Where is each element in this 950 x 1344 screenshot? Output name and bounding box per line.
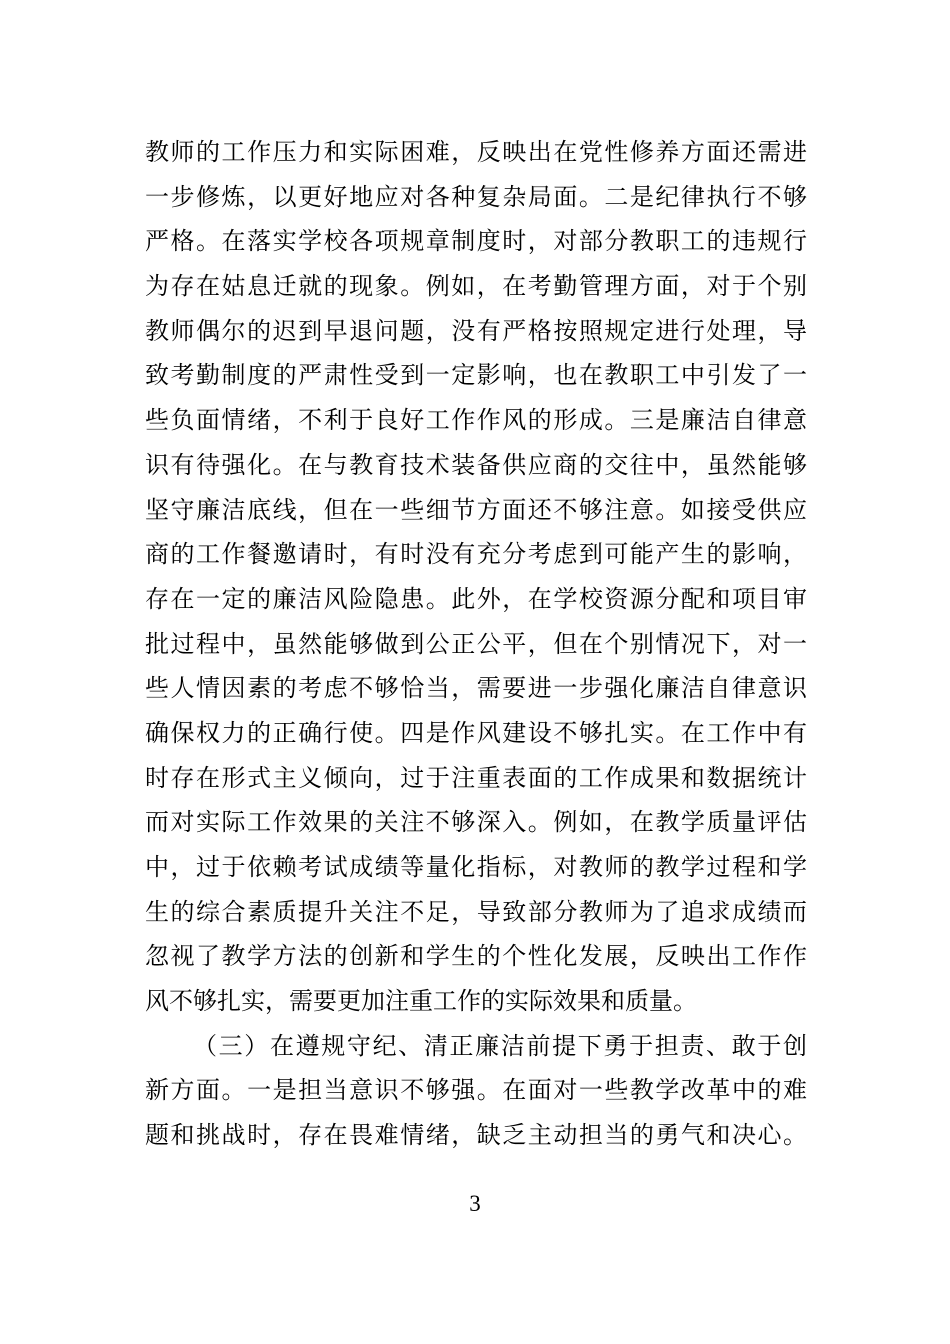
text-line: 些人情因素的考虑不够恰当，需要进一步强化廉洁自律意识	[145, 674, 807, 703]
text-line: 为存在姑息迁就的现象。例如，在考勤管理方面，对于个别	[145, 272, 807, 301]
text-line: 确保权力的正确行使。四是作风建设不够扎实。在工作中有	[145, 718, 807, 747]
text-line: 一步修炼，以更好地应对各种复杂局面。二是纪律执行不够	[145, 182, 807, 211]
text-line: 时存在形式主义倾向，过于注重表面的工作成果和数据统计	[145, 763, 807, 792]
text-line: 致考勤制度的严肃性受到一定影响，也在教职工中引发了一	[145, 361, 807, 390]
text-line: 教师偶尔的迟到早退问题，没有严格按照规定进行处理，导	[145, 316, 807, 345]
text-line: 中，过于依赖考试成绩等量化指标，对教师的教学过程和学	[145, 853, 807, 881]
text-line: 坚守廉洁底线，但在一些细节方面还不够注意。如接受供应	[145, 495, 807, 524]
text-line: 教师的工作压力和实际困难，反映出在党性修养方面还需进	[145, 138, 807, 166]
paragraph-end-line: 风不够扎实，需要更加注重工作的实际效果和质量。	[145, 987, 697, 1016]
text-line: 新方面。一是担当意识不够强。在面对一些教学改革中的难	[145, 1076, 807, 1105]
text-line: 忽视了教学方法的创新和学生的个性化发展，反映出工作作	[145, 942, 807, 971]
text-line: 题和挑战时，存在畏难情绪，缺乏主动担当的勇气和决心。	[145, 1121, 807, 1150]
section-heading-line: （三）在遵规守纪、清正廉洁前提下勇于担责、敢于创	[193, 1031, 807, 1060]
text-line: 识有待强化。在与教育技术装备供应商的交往中，虽然能够	[145, 450, 807, 479]
text-line: 而对实际工作效果的关注不够深入。例如，在教学质量评估	[145, 808, 807, 837]
page-number: 3	[469, 1191, 481, 1216]
text-line: 些负面情绪，不利于良好工作作风的形成。三是廉洁自律意	[145, 406, 807, 435]
text-line: 严格。在落实学校各项规章制度时，对部分教职工的违规行	[145, 227, 807, 256]
text-line: 生的综合素质提升关注不足，导致部分教师为了追求成绩而	[145, 897, 807, 926]
body-text	[145, 130, 807, 1158]
text-line: 商的工作餐邀请时，有时没有充分考虑到可能产生的影响，	[145, 540, 807, 569]
text-line: 批过程中，虽然能够做到公正公平，但在个别情况下，对一	[145, 629, 807, 658]
text-line: 存在一定的廉洁风险隐患。此外，在学校资源分配和项目审	[145, 584, 807, 613]
